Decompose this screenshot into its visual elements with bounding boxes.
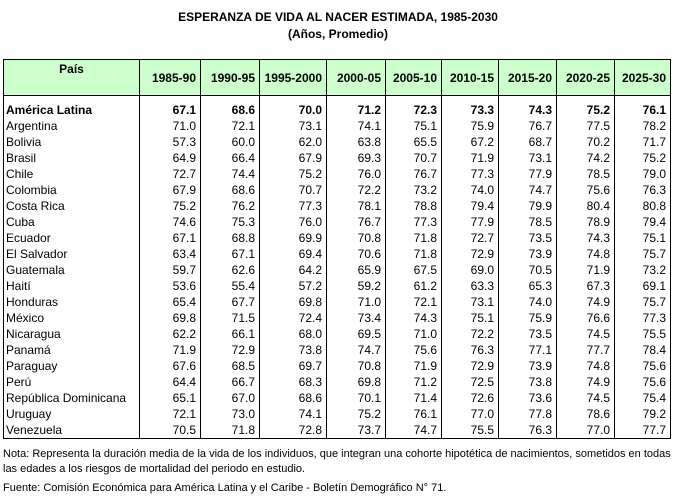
value-cell: 73.1	[499, 150, 557, 166]
value-cell: 71.9	[140, 342, 201, 358]
value-cell: 70.6	[327, 246, 386, 262]
value-cell: 79.2	[615, 406, 671, 422]
value-cell: 69.0	[442, 262, 499, 278]
value-cell: 63.3	[442, 278, 499, 294]
country-name: Colombia	[4, 182, 140, 198]
value-cell: 72.9	[442, 358, 499, 374]
country-name: Costa Rica	[4, 198, 140, 214]
table-row	[4, 422, 671, 439]
value-cell: 65.4	[140, 294, 201, 310]
value-cell: 80.8	[615, 198, 671, 214]
value-cell: 74.3	[557, 230, 615, 246]
value-cell: 67.5	[386, 262, 442, 278]
value-cell: 74.8	[557, 358, 615, 374]
country-name: Haití	[4, 278, 140, 294]
page-title: ESPERANZA DE VIDA AL NACER ESTIMADA, 1985-2030	[178, 10, 498, 24]
value-cell: 65.1	[140, 390, 201, 406]
value-cell: 67.3	[557, 278, 615, 294]
value-cell: 67.1	[140, 230, 201, 246]
table-row	[4, 262, 671, 278]
column-header: 1990-95	[201, 60, 260, 96]
value-cell: 75.2	[327, 406, 386, 422]
value-cell: 62.2	[140, 326, 201, 342]
table-row	[4, 230, 671, 246]
value-cell: 70.2	[557, 134, 615, 150]
value-cell: 72.6	[442, 390, 499, 406]
value-cell: 78.6	[557, 406, 615, 422]
value-cell: 74.0	[499, 294, 557, 310]
value-cell: 67.9	[140, 182, 201, 198]
value-cell: 74.4	[201, 166, 260, 182]
value-cell: 70.8	[327, 230, 386, 246]
value-cell: 76.7	[386, 166, 442, 182]
value-cell: 73.9	[499, 358, 557, 374]
value-cell: 69.8	[140, 310, 201, 326]
value-cell: 77.7	[557, 342, 615, 358]
value-cell: 75.6	[557, 182, 615, 198]
value-cell: 68.7	[499, 134, 557, 150]
value-cell: 78.5	[557, 166, 615, 182]
value-cell: 77.8	[499, 406, 557, 422]
value-cell: 77.3	[386, 214, 442, 230]
value-cell: 69.8	[327, 374, 386, 390]
value-cell: 76.3	[499, 422, 557, 439]
value-cell: 72.2	[442, 326, 499, 342]
value-cell: 53.6	[140, 278, 201, 294]
country-name: Venezuela	[4, 422, 140, 439]
table-row	[4, 198, 671, 214]
country-name: Uruguay	[4, 406, 140, 422]
table-row	[4, 342, 671, 358]
value-cell: 74.3	[386, 310, 442, 326]
value-cell: 72.2	[327, 182, 386, 198]
value-cell: 75.3	[201, 214, 260, 230]
value-cell: 65.9	[327, 262, 386, 278]
table-row	[4, 246, 671, 262]
value-cell: 76.3	[442, 342, 499, 358]
value-cell: 71.8	[201, 422, 260, 439]
value-cell: 70.5	[499, 262, 557, 278]
value-cell: 68.8	[201, 230, 260, 246]
country-name: Panamá	[4, 342, 140, 358]
column-header: 2020-25	[557, 60, 615, 96]
value-cell: 70.0	[260, 102, 327, 118]
column-header: 2025-30	[615, 60, 671, 96]
table-row	[4, 150, 671, 166]
value-cell: 71.7	[615, 134, 671, 150]
value-cell: 71.9	[442, 150, 499, 166]
value-cell: 77.9	[442, 214, 499, 230]
value-cell: 74.9	[557, 374, 615, 390]
value-cell: 63.4	[140, 246, 201, 262]
value-cell: 74.1	[260, 406, 327, 422]
value-cell: 57.3	[140, 134, 201, 150]
table-body	[4, 96, 671, 439]
country-name: Paraguay	[4, 358, 140, 374]
value-cell: 72.7	[442, 230, 499, 246]
value-cell: 76.6	[557, 310, 615, 326]
value-cell: 79.9	[499, 198, 557, 214]
value-cell: 74.5	[557, 326, 615, 342]
value-cell: 71.9	[557, 262, 615, 278]
value-cell: 76.0	[327, 166, 386, 182]
value-cell: 68.6	[260, 390, 327, 406]
column-header: 1985-90	[140, 60, 201, 96]
column-header: 2005-10	[386, 60, 442, 96]
value-cell: 72.9	[442, 246, 499, 262]
value-cell: 75.2	[615, 150, 671, 166]
column-header: 1995-2000	[260, 60, 327, 96]
value-cell: 75.2	[140, 198, 201, 214]
value-cell: 73.9	[499, 246, 557, 262]
value-cell: 67.9	[260, 150, 327, 166]
value-cell: 71.8	[386, 246, 442, 262]
value-cell: 77.3	[615, 310, 671, 326]
source-note: Fuente: Comisión Económica para América Latina y el Caribe - Boletín Demográfico N° 71.	[3, 482, 447, 494]
value-cell: 71.0	[386, 326, 442, 342]
value-cell: 69.4	[260, 246, 327, 262]
value-cell: 75.1	[615, 230, 671, 246]
table-row	[4, 294, 671, 310]
value-cell: 72.9	[201, 342, 260, 358]
value-cell: 80.4	[557, 198, 615, 214]
value-cell: 74.7	[499, 182, 557, 198]
value-cell: 75.5	[615, 326, 671, 342]
value-cell: 78.9	[557, 214, 615, 230]
value-cell: 78.8	[386, 198, 442, 214]
column-header: 2015-20	[499, 60, 557, 96]
value-cell: 69.9	[260, 230, 327, 246]
column-header: 2000-05	[327, 60, 386, 96]
value-cell: 74.0	[442, 182, 499, 198]
header-row	[4, 60, 671, 96]
value-cell: 76.7	[499, 118, 557, 134]
value-cell: 62.6	[201, 262, 260, 278]
value-cell: 74.6	[140, 214, 201, 230]
value-cell: 72.3	[386, 102, 442, 118]
value-cell: 73.1	[442, 294, 499, 310]
value-cell: 72.1	[386, 294, 442, 310]
value-cell: 78.1	[327, 198, 386, 214]
value-cell: 75.5	[442, 422, 499, 439]
country-name: El Salvador	[4, 246, 140, 262]
country-name: Argentina	[4, 118, 140, 134]
value-cell: 74.9	[557, 294, 615, 310]
table-row	[4, 134, 671, 150]
value-cell: 71.0	[140, 118, 201, 134]
value-cell: 74.7	[327, 342, 386, 358]
value-cell: 61.2	[386, 278, 442, 294]
value-cell: 76.2	[201, 198, 260, 214]
value-cell: 60.0	[201, 134, 260, 150]
value-cell: 78.5	[499, 214, 557, 230]
country-name: Brasil	[4, 150, 140, 166]
value-cell: 73.4	[327, 310, 386, 326]
value-cell: 73.2	[615, 262, 671, 278]
value-cell: 73.6	[499, 390, 557, 406]
value-cell: 75.4	[615, 390, 671, 406]
value-cell: 77.0	[442, 406, 499, 422]
value-cell: 73.2	[386, 182, 442, 198]
table-row	[4, 358, 671, 374]
table-row	[4, 182, 671, 198]
country-name: Chile	[4, 166, 140, 182]
table-row	[4, 278, 671, 294]
value-cell: 75.1	[386, 118, 442, 134]
value-cell: 70.7	[386, 150, 442, 166]
value-cell: 77.7	[615, 422, 671, 439]
value-cell: 73.8	[260, 342, 327, 358]
table-row	[4, 390, 671, 406]
value-cell: 67.1	[201, 246, 260, 262]
value-cell: 73.7	[327, 422, 386, 439]
value-cell: 71.2	[327, 102, 386, 118]
value-cell: 72.8	[260, 422, 327, 439]
value-cell: 67.2	[442, 134, 499, 150]
country-name: Cuba	[4, 214, 140, 230]
value-cell: 69.1	[615, 278, 671, 294]
value-cell: 68.6	[201, 182, 260, 198]
value-cell: 73.3	[442, 102, 499, 118]
value-cell: 77.3	[260, 198, 327, 214]
value-cell: 62.0	[260, 134, 327, 150]
value-cell: 59.7	[140, 262, 201, 278]
page-subtitle: (Años, Promedio)	[287, 27, 388, 41]
value-cell: 66.1	[201, 326, 260, 342]
footnote: Nota: Representa la duración media de la vida de los individuos, que integran una cohorte hipotética de nacimientos, sometidos en todas las edades a los riesgos de mortalidad del periodo en estudio.	[3, 448, 671, 475]
value-cell: 63.8	[327, 134, 386, 150]
value-cell: 73.5	[499, 230, 557, 246]
value-cell: 77.3	[442, 166, 499, 182]
value-cell: 75.7	[615, 294, 671, 310]
value-cell: 76.7	[327, 214, 386, 230]
value-cell: 77.0	[557, 422, 615, 439]
value-cell: 69.7	[260, 358, 327, 374]
value-cell: 74.3	[499, 102, 557, 118]
value-cell: 75.1	[442, 310, 499, 326]
country-name: México	[4, 310, 140, 326]
value-cell: 71.4	[386, 390, 442, 406]
value-cell: 77.1	[499, 342, 557, 358]
value-cell: 74.8	[557, 246, 615, 262]
value-cell: 67.1	[140, 102, 201, 118]
value-cell: 72.1	[201, 118, 260, 134]
value-cell: 71.8	[386, 230, 442, 246]
value-cell: 69.5	[327, 326, 386, 342]
value-cell: 78.4	[615, 342, 671, 358]
value-cell: 79.4	[442, 198, 499, 214]
value-cell: 74.2	[557, 150, 615, 166]
value-cell: 64.4	[140, 374, 201, 390]
value-cell: 67.0	[201, 390, 260, 406]
value-cell: 74.7	[386, 422, 442, 439]
value-cell: 71.9	[386, 358, 442, 374]
value-cell: 77.5	[557, 118, 615, 134]
value-cell: 73.1	[260, 118, 327, 134]
value-cell: 57.2	[260, 278, 327, 294]
country-name: Guatemala	[4, 262, 140, 278]
country-name: Nicaragua	[4, 326, 140, 342]
value-cell: 77.9	[499, 166, 557, 182]
value-cell: 68.3	[260, 374, 327, 390]
table-row	[4, 166, 671, 182]
country-name: Bolivia	[4, 134, 140, 150]
value-cell: 75.2	[557, 102, 615, 118]
value-cell: 70.7	[260, 182, 327, 198]
value-cell: 72.5	[442, 374, 499, 390]
value-cell: 79.0	[615, 166, 671, 182]
value-cell: 66.4	[201, 150, 260, 166]
value-cell: 65.5	[386, 134, 442, 150]
value-cell: 79.4	[615, 214, 671, 230]
table-row	[4, 310, 671, 326]
total-row	[4, 102, 671, 118]
value-cell: 73.0	[201, 406, 260, 422]
value-cell: 73.8	[499, 374, 557, 390]
value-cell: 70.5	[140, 422, 201, 439]
column-header: País	[4, 60, 140, 96]
value-cell: 75.6	[386, 342, 442, 358]
value-cell: 65.3	[499, 278, 557, 294]
value-cell: 72.4	[260, 310, 327, 326]
value-cell: 73.5	[499, 326, 557, 342]
value-cell: 64.2	[260, 262, 327, 278]
value-cell: 72.7	[140, 166, 201, 182]
table-row	[4, 214, 671, 230]
value-cell: 68.6	[201, 102, 260, 118]
value-cell: 55.4	[201, 278, 260, 294]
value-cell: 74.1	[327, 118, 386, 134]
value-cell: 67.6	[140, 358, 201, 374]
value-cell: 68.0	[260, 326, 327, 342]
table-row	[4, 118, 671, 134]
value-cell: 76.3	[615, 182, 671, 198]
value-cell: 66.7	[201, 374, 260, 390]
value-cell: 64.9	[140, 150, 201, 166]
country-name: Honduras	[4, 294, 140, 310]
value-cell: 76.0	[260, 214, 327, 230]
value-cell: 71.5	[201, 310, 260, 326]
value-cell: 75.2	[260, 166, 327, 182]
value-cell: 70.1	[327, 390, 386, 406]
value-cell: 59.2	[327, 278, 386, 294]
value-cell: 75.7	[615, 246, 671, 262]
table-row	[4, 406, 671, 422]
value-cell: 75.9	[442, 118, 499, 134]
value-cell: 71.0	[327, 294, 386, 310]
country-name: Ecuador	[4, 230, 140, 246]
value-cell: 71.2	[386, 374, 442, 390]
table-row	[4, 326, 671, 342]
value-cell: 74.5	[557, 390, 615, 406]
value-cell: 69.3	[327, 150, 386, 166]
value-cell: 78.2	[615, 118, 671, 134]
value-cell: 72.1	[140, 406, 201, 422]
value-cell: 76.1	[615, 102, 671, 118]
value-cell: 69.8	[260, 294, 327, 310]
value-cell: 67.7	[201, 294, 260, 310]
column-header: 2010-15	[442, 60, 499, 96]
value-cell: 75.9	[499, 310, 557, 326]
value-cell: 68.5	[201, 358, 260, 374]
table-row	[4, 374, 671, 390]
country-name: República Dominicana	[4, 390, 140, 406]
value-cell: 75.6	[615, 358, 671, 374]
life-expectancy-table	[3, 59, 671, 439]
value-cell: 76.1	[386, 406, 442, 422]
value-cell: 70.8	[327, 358, 386, 374]
country-name: América Latina	[4, 102, 140, 118]
country-name: Perú	[4, 374, 140, 390]
value-cell: 75.6	[615, 374, 671, 390]
